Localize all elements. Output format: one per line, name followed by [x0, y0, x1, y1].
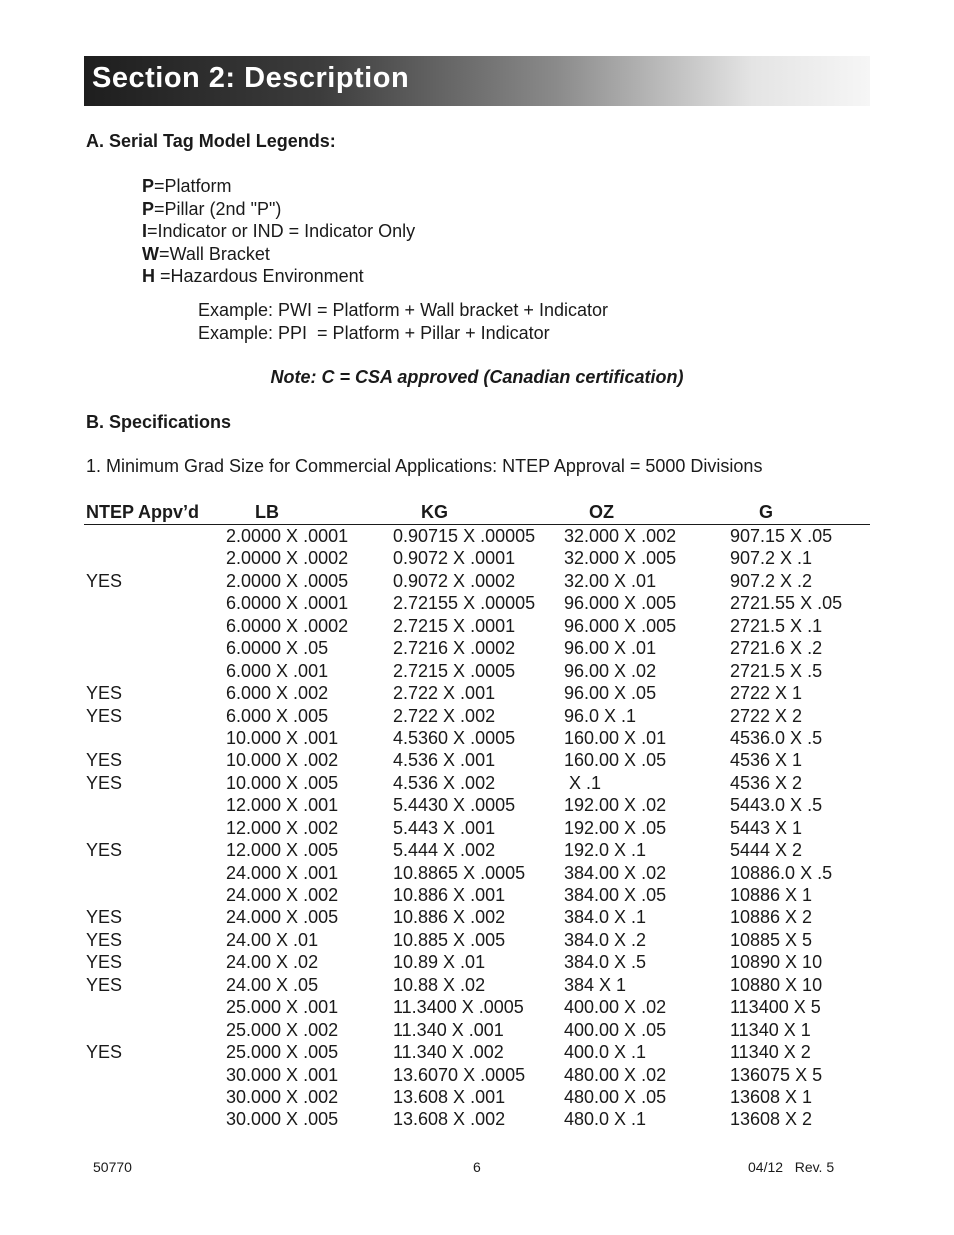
- table-row: [84, 951, 870, 973]
- cell-oz: 384.0 X .1: [564, 907, 647, 928]
- table-row: [84, 817, 870, 839]
- cell-kg: 2.72155 X .00005: [393, 593, 536, 614]
- legend-text: =Platform: [154, 176, 232, 196]
- legend-key: P: [142, 198, 155, 219]
- cell-lb: 25.000 X .002: [226, 1019, 339, 1040]
- cell-g: 4536 X 2: [730, 772, 803, 793]
- cell-g: 5443 X 1: [730, 817, 803, 838]
- cell-oz: 96.00 X .01: [564, 638, 657, 659]
- cell-oz: 400.00 X .05: [564, 1019, 667, 1040]
- cell-ntep: YES: [86, 907, 123, 928]
- cell-kg: 5.4430 X .0005: [393, 795, 516, 816]
- section-banner: [84, 56, 870, 106]
- cell-lb: 24.000 X .005: [226, 907, 339, 928]
- cell-lb: 10.000 X .005: [226, 772, 339, 793]
- cell-oz: 192.0 X .1: [564, 840, 647, 861]
- column-header-ntep: NTEP Appv’d: [86, 502, 200, 522]
- table-row: [84, 772, 870, 794]
- cell-kg: 4.5360 X .0005: [393, 727, 516, 748]
- cell-lb: 30.000 X .001: [226, 1064, 339, 1085]
- cell-g: 2722 X 1: [730, 683, 803, 704]
- cell-lb: 6.000 X .001: [226, 660, 329, 681]
- specifications-table: [84, 500, 870, 1131]
- cell-ntep: YES: [86, 952, 123, 973]
- cell-kg: 10.886 X .001: [393, 885, 506, 905]
- cell-oz: 96.00 X .02: [564, 660, 657, 681]
- legend-item: [142, 175, 415, 198]
- cell-oz: 480.0 X .1: [564, 1109, 647, 1130]
- cell-kg: 10.88 X .02: [393, 974, 486, 995]
- legend-text: =Pillar (2nd "P"): [154, 198, 282, 219]
- cell-ntep: YES: [86, 929, 123, 950]
- cell-ntep: YES: [86, 750, 123, 771]
- column-header-g: G: [759, 502, 774, 522]
- section-a-heading: A. Serial Tag Model Legends:: [86, 131, 336, 151]
- cell-g: 10886.0 X .5: [730, 862, 833, 883]
- cell-ntep: YES: [86, 705, 123, 726]
- table-row: [84, 570, 870, 592]
- cell-kg: 13.6070 X .0005: [393, 1064, 526, 1085]
- cell-kg: 10.885 X .005: [393, 929, 506, 950]
- table-row: [84, 525, 870, 547]
- cell-g: 10890 X 10: [730, 952, 823, 973]
- legend-list: [142, 175, 415, 288]
- table-row: [84, 705, 870, 727]
- cell-lb: 24.000 X .002: [226, 885, 339, 905]
- table-row: [84, 615, 870, 637]
- table-row: [84, 682, 870, 704]
- legend-text: =Wall Bracket: [159, 243, 270, 264]
- cell-ntep: YES: [86, 570, 123, 591]
- cell-kg: 4.536 X .001: [393, 750, 496, 771]
- legend-key: I: [142, 221, 148, 241]
- table-row: [84, 727, 870, 749]
- cell-oz: 192.00 X .02: [564, 795, 667, 816]
- cell-g: 136075 X 5: [730, 1064, 823, 1085]
- table-row: [84, 1019, 870, 1041]
- cell-g: 907.2 X .1: [730, 548, 813, 569]
- cell-kg: 5.443 X .001: [393, 817, 496, 838]
- cell-kg: 10.8865 X .0005: [393, 862, 526, 883]
- cell-g: 2721.5 X .1: [730, 615, 823, 636]
- table-row: [84, 749, 870, 771]
- table-row: [84, 547, 870, 569]
- cell-kg: 2.722 X .001: [393, 683, 496, 704]
- cell-g: 11340 X 2: [730, 1042, 811, 1063]
- cell-lb: 2.0000 X .0001: [226, 526, 349, 546]
- cell-oz: 96.000 X .005: [564, 615, 677, 636]
- legend-item: [142, 198, 415, 221]
- cell-kg: 5.444 X .002: [393, 840, 496, 861]
- table-row: [84, 974, 870, 996]
- table-body: [84, 525, 870, 1131]
- legend-item: [142, 243, 415, 266]
- cell-ntep: YES: [86, 772, 123, 793]
- cell-lb: 30.000 X .002: [226, 1086, 339, 1107]
- section-b-heading: B. Specifications: [86, 412, 232, 432]
- cell-lb: 24.00 X .02: [226, 952, 319, 973]
- cell-g: 10886 X 1: [730, 885, 813, 905]
- example-line: Example: PWI = Platform + Wall bracket + Indicator: [198, 300, 608, 320]
- cell-lb: 6.0000 X .0001: [226, 593, 349, 614]
- cell-g: 13608 X 1: [730, 1086, 813, 1107]
- cell-g: 907.2 X .2: [730, 570, 813, 591]
- legend-key: H: [142, 266, 155, 286]
- table-header: [84, 500, 870, 525]
- column-header-oz: OZ: [589, 502, 614, 522]
- cell-g: 4536 X 1: [730, 750, 803, 771]
- cell-g: 13608 X 2: [730, 1109, 813, 1130]
- cell-kg: 2.7215 X .0005: [393, 660, 516, 681]
- cell-kg: 13.608 X .001: [393, 1086, 506, 1107]
- cell-oz: 96.00 X .05: [564, 683, 657, 704]
- cell-oz: 400.0 X .1: [564, 1042, 647, 1063]
- legend-text: =Hazardous Environment: [155, 266, 364, 286]
- cell-g: 907.15 X .05: [730, 526, 833, 546]
- table-row: [84, 660, 870, 682]
- cell-lb: 6.0000 X .05: [226, 638, 329, 659]
- table-row: [84, 839, 870, 861]
- cell-oz: 400.00 X .02: [564, 997, 667, 1018]
- cell-ntep: YES: [86, 974, 123, 995]
- cell-kg: 13.608 X .002: [393, 1109, 506, 1130]
- cell-lb: 6.000 X .002: [226, 683, 329, 704]
- cell-lb: 25.000 X .005: [226, 1042, 339, 1063]
- examples-block: [198, 299, 608, 345]
- legend-key: P: [142, 176, 155, 196]
- cell-g: 5444 X 2: [730, 840, 803, 861]
- cell-kg: 0.9072 X .0001: [393, 548, 516, 569]
- cell-oz: 32.00 X .01: [564, 570, 657, 591]
- table-row: [84, 884, 870, 906]
- section-title: Section 2: Description: [92, 62, 410, 94]
- table-row: [84, 1041, 870, 1063]
- csa-note: Note: C = CSA approved (Canadian certification): [270, 367, 684, 387]
- cell-kg: 2.722 X .002: [393, 705, 496, 726]
- cell-lb: 12.000 X .005: [226, 840, 339, 861]
- cell-oz: 384.0 X .5: [564, 952, 647, 973]
- cell-oz: 384.0 X .2: [564, 929, 647, 950]
- cell-oz: 480.00 X .05: [564, 1086, 667, 1107]
- cell-lb: 6.000 X .005: [226, 705, 329, 726]
- table-row: [84, 637, 870, 659]
- table-row: [84, 906, 870, 928]
- cell-oz: X .1: [564, 772, 602, 793]
- cell-kg: 0.90715 X .00005: [393, 526, 536, 546]
- cell-kg: 2.7216 X .0002: [393, 638, 516, 659]
- cell-g: 4536.0 X .5: [730, 727, 823, 748]
- cell-kg: 4.536 X .002: [393, 772, 496, 793]
- cell-g: 10886 X 2: [730, 907, 813, 928]
- cell-lb: 30.000 X .005: [226, 1109, 339, 1130]
- cell-kg: 11.340 X .002: [393, 1042, 504, 1063]
- cell-g: 2721.5 X .5: [730, 660, 823, 681]
- legend-key: W: [142, 243, 159, 264]
- cell-oz: 32.000 X .002: [564, 526, 677, 546]
- footer-doc-number: 50770: [93, 1159, 132, 1175]
- cell-g: 11340 X 1: [730, 1019, 811, 1040]
- cell-kg: 10.886 X .002: [393, 907, 506, 928]
- cell-oz: 160.00 X .05: [564, 750, 667, 771]
- cell-oz: 96.0 X .1: [564, 705, 637, 726]
- legend-item: [142, 265, 415, 288]
- cell-lb: 25.000 X .001: [226, 997, 339, 1018]
- cell-oz: 384 X 1: [564, 974, 627, 995]
- cell-lb: 2.0000 X .0005: [226, 570, 349, 591]
- cell-oz: 96.000 X .005: [564, 593, 677, 614]
- column-header-lb: LB: [255, 502, 279, 522]
- cell-kg: 10.89 X .01: [393, 952, 486, 973]
- footer-page-number: 6: [473, 1159, 481, 1175]
- cell-oz: 480.00 X .02: [564, 1064, 667, 1085]
- cell-lb: 10.000 X .002: [226, 750, 339, 771]
- legend-item: [142, 220, 415, 243]
- legend-text: =Indicator or IND = Indicator Only: [147, 221, 416, 241]
- cell-lb: 10.000 X .001: [226, 727, 339, 748]
- cell-ntep: YES: [86, 683, 123, 704]
- cell-kg: 0.9072 X .0002: [393, 570, 516, 591]
- table-row: [84, 1086, 870, 1108]
- cell-g: 10880 X 10: [730, 974, 823, 995]
- cell-oz: 32.000 X .005: [564, 548, 677, 569]
- cell-g: 2722 X 2: [730, 705, 803, 726]
- example-line: Example: PPI = Platform + Pillar + Indicator: [198, 323, 550, 343]
- cell-ntep: YES: [86, 840, 123, 861]
- cell-lb: 24.00 X .05: [226, 974, 319, 995]
- table-row: [84, 862, 870, 884]
- table-row: [84, 592, 870, 614]
- cell-oz: 384.00 X .05: [564, 885, 667, 905]
- cell-lb: 24.00 X .01: [226, 929, 319, 950]
- cell-kg: 11.3400 X .0005: [393, 997, 524, 1018]
- cell-g: 113400 X 5: [730, 997, 821, 1018]
- cell-g: 5443.0 X .5: [730, 795, 823, 816]
- cell-kg: 11.340 X .001: [393, 1019, 504, 1040]
- cell-g: 2721.55 X .05: [730, 593, 843, 614]
- table-row: [84, 794, 870, 816]
- cell-lb: 12.000 X .002: [226, 817, 339, 838]
- footer-revision: 04/12 Rev. 5: [748, 1159, 835, 1175]
- cell-ntep: YES: [86, 1042, 123, 1063]
- cell-lb: 6.0000 X .0002: [226, 615, 349, 636]
- grad-size-paragraph: 1. Minimum Grad Size for Commercial Applications: NTEP Approval = 5000 Divisions: [86, 456, 763, 476]
- table-row: [84, 996, 870, 1018]
- cell-g: 10885 X 5: [730, 929, 813, 950]
- cell-g: 2721.6 X .2: [730, 638, 823, 659]
- cell-lb: 24.000 X .001: [226, 862, 339, 883]
- table-row: [84, 1108, 870, 1130]
- cell-lb: 2.0000 X .0002: [226, 548, 349, 569]
- table-row: [84, 1064, 870, 1086]
- column-header-kg: KG: [421, 502, 448, 522]
- cell-oz: 192.00 X .05: [564, 817, 667, 838]
- cell-kg: 2.7215 X .0001: [393, 615, 516, 636]
- cell-oz: 160.00 X .01: [564, 727, 667, 748]
- table-row: [84, 929, 870, 951]
- cell-lb: 12.000 X .001: [226, 795, 339, 816]
- cell-oz: 384.00 X .02: [564, 862, 667, 883]
